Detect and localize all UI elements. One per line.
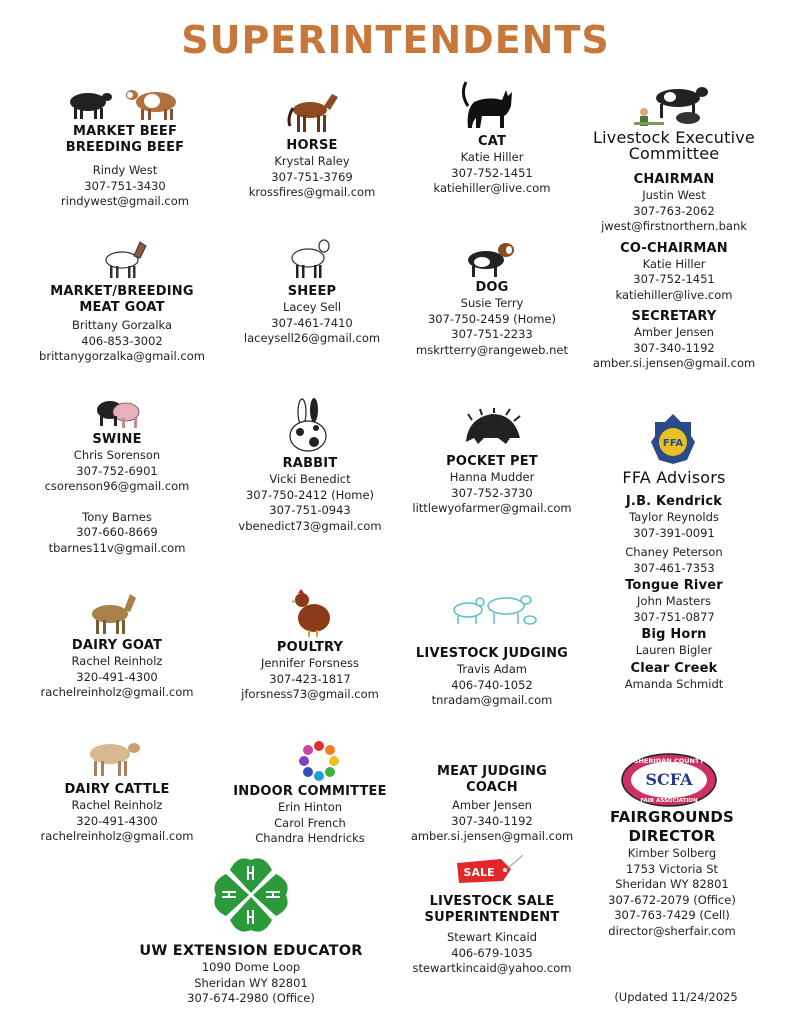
horse-icon xyxy=(284,88,340,134)
rabbit-name: Vicki Benedict xyxy=(269,472,351,486)
pocket-pet-heading: POCKET PET xyxy=(446,454,538,469)
hands-circle-icon xyxy=(298,740,340,782)
ffa-s1-phone-2: 307-461-7353 xyxy=(633,560,715,575)
fair-logo-mid: SCFA xyxy=(645,770,693,789)
ffa-s3-name: Lauren Bigler xyxy=(635,643,713,657)
meat-judging-email: amber.si.jensen@gmail.com xyxy=(410,829,574,843)
dairy-cow-icon xyxy=(84,736,144,778)
rabbit-phone: 307-751-0943 xyxy=(269,503,351,517)
goat-icon xyxy=(100,234,148,280)
fair-email: director@sherfair.com xyxy=(608,923,736,938)
swine-phone-2: 307-660-8669 xyxy=(76,525,158,539)
ffa-emblem-text: FFA xyxy=(662,438,684,449)
fairgrounds-director-section xyxy=(578,808,766,939)
dairy-cattle-phone: 320-491-4300 xyxy=(76,813,158,828)
rabbit-email: vbenedict73@gmail.com xyxy=(238,518,382,533)
livestock-judging-email: tnradam@gmail.com xyxy=(431,693,553,707)
sheep-heading: SHEEP xyxy=(287,284,337,299)
meat-judging-section xyxy=(392,764,592,845)
indoor-heading: INDOOR COMMITTEE xyxy=(233,784,387,799)
poultry-phone: 307-423-1817 xyxy=(269,671,351,686)
lec-chair-email: jwest@firstnorthern.bank xyxy=(601,219,747,233)
dog-heading: DOG xyxy=(475,280,509,295)
goat-phone: 406-853-3002 xyxy=(81,333,163,348)
lec-sec-email: amber.si.jensen@gmail.com xyxy=(592,356,756,370)
livestock-sale-heading-2: SUPERINTENDENT xyxy=(424,910,560,925)
sale-tag-text: SALE xyxy=(463,866,495,879)
ffa-s4-name: Amanda Schmidt xyxy=(624,676,724,691)
livestock-sale-email: stewartkincaid@yahoo.com xyxy=(412,961,572,975)
ffa-school-1: J.B. Kendrick xyxy=(625,494,723,509)
cat-icon xyxy=(458,80,514,130)
swine-email-2: tbarnes11v@gmail.com xyxy=(48,540,186,555)
ffa-s1-phone-1: 307-391-0091 xyxy=(633,525,715,540)
dairy-goat-email: rachelreinholz@gmail.com xyxy=(40,685,194,699)
swine-email-1: csorenson96@gmail.com xyxy=(44,479,190,493)
ffa-emblem-icon xyxy=(651,412,695,466)
sheep-icon xyxy=(286,234,334,280)
indoor-committee-section xyxy=(212,784,408,847)
dairy-goat-phone: 320-491-4300 xyxy=(76,669,158,684)
beef-name: Rindy West xyxy=(92,163,158,177)
dairy-goat-name: Rachel Reinholz xyxy=(71,654,163,668)
uw-address-1: 1090 Dome Loop xyxy=(201,960,301,974)
beef-heading: MARKET BEEF xyxy=(72,124,178,139)
rabbit-heading: RABBIT xyxy=(282,456,338,471)
uw-extension-section xyxy=(130,942,372,1007)
pocket-pet-name: Hanna Mudder xyxy=(449,470,535,484)
lec-co-phone: 307-752-1451 xyxy=(633,272,715,286)
cat-email: katiehiller@live.com xyxy=(433,181,551,195)
dairy-cattle-section xyxy=(22,782,212,845)
lec-chair-phone: 307-763-2062 xyxy=(633,203,715,218)
dog-phone-home: 307-750-2459 (Home) xyxy=(427,311,557,326)
dairy-goat-section xyxy=(22,638,212,701)
ffa-heading: FFA Advisors xyxy=(622,468,726,487)
fair-address-2: Sheridan WY 82801 xyxy=(615,877,729,891)
four-h-clover-icon xyxy=(208,852,294,938)
fair-logo-bot: FAIR ASSOCIATION xyxy=(640,798,698,804)
goat-email: brittanygorzalka@gmail.com xyxy=(39,349,205,363)
cat-name: Katie Hiller xyxy=(460,150,524,164)
poultry-email: jforsness73@gmail.com xyxy=(241,687,379,701)
ffa-s1-name-2: Chaney Peterson xyxy=(625,545,723,559)
ffa-s1-name-1: Taylor Reynolds xyxy=(629,510,719,524)
page-title: SUPERINTENDENTS xyxy=(181,18,610,62)
meat-judging-phone: 307-340-1192 xyxy=(451,813,533,828)
poultry-heading: POULTRY xyxy=(276,640,344,655)
goat-name: Brittany Gorzalka xyxy=(71,318,173,332)
ffa-s2-name: John Masters xyxy=(637,594,711,608)
livestock-sale-name: Stewart Kincaid xyxy=(446,930,538,944)
sheep-name: Lacey Sell xyxy=(282,300,342,314)
uw-address-2: Sheridan WY 82801 xyxy=(194,975,308,990)
pocket-pet-email: littlewyofarmer@gmail.com xyxy=(412,501,572,515)
livestock-group-icon xyxy=(630,82,716,128)
cattle-icon xyxy=(66,82,184,122)
rabbit-phone-home: 307-750-2412 (Home) xyxy=(245,487,375,502)
ffa-school-4: Clear Creek xyxy=(630,660,718,676)
goat-heading-2: MEAT GOAT xyxy=(79,300,165,315)
fair-association-logo xyxy=(620,752,718,808)
lec-sec-phone: 307-340-1192 xyxy=(633,340,715,355)
sale-tag-icon xyxy=(455,853,525,889)
beef-section xyxy=(30,124,220,210)
rabbit-icon xyxy=(286,398,330,454)
lec-heading-2: Committee xyxy=(628,144,720,163)
pocket-pet-phone: 307-752-3730 xyxy=(451,485,533,500)
fair-phone-cell: 307-763-7429 (Cell) xyxy=(614,908,730,922)
fair-address-1: 1753 Victoria St xyxy=(625,861,719,876)
sheep-phone: 307-461-7410 xyxy=(271,315,353,330)
dog-name: Susie Terry xyxy=(460,296,524,310)
meat-judging-heading: MEAT JUDGING xyxy=(437,764,547,779)
dairy-goat-heading: DAIRY GOAT xyxy=(71,638,163,653)
lec-co-label: CO-CHAIRMAN xyxy=(620,240,728,256)
goat-heading: MARKET/BREEDING xyxy=(50,284,194,299)
ffa-s2-phone: 307-751-0877 xyxy=(633,609,715,624)
fairgrounds-heading-2: DIRECTOR xyxy=(628,827,716,845)
uw-phone: 307-674-2980 (Office) xyxy=(187,991,315,1005)
lec-chair-name: Justin West xyxy=(642,188,706,202)
fairgrounds-heading: FAIRGROUNDS xyxy=(609,808,735,826)
horse-email: krossfires@gmail.com xyxy=(248,185,376,199)
livestock-judging-phone: 406-740-1052 xyxy=(451,677,533,692)
lec-heading: Livestock Executive xyxy=(593,128,755,147)
uw-heading: UW EXTENSION EDUCATOR xyxy=(139,943,363,959)
swine-name-1: Chris Sorenson xyxy=(73,448,161,462)
sheep-section xyxy=(222,284,402,347)
cat-section xyxy=(402,134,582,197)
meat-judging-heading-2: COACH xyxy=(466,780,518,795)
livestock-judging-icon xyxy=(446,590,540,630)
dairy-cattle-email: rachelreinholz@gmail.com xyxy=(40,829,194,843)
poultry-section xyxy=(212,640,408,703)
lec-co-name: Katie Hiller xyxy=(642,256,706,271)
ffa-school-2: Tongue River xyxy=(625,578,723,593)
pig-icon xyxy=(94,392,144,430)
cat-phone: 307-752-1451 xyxy=(451,165,533,180)
swine-heading: SWINE xyxy=(92,432,142,447)
cat-heading: CAT xyxy=(477,134,507,149)
beef-phone: 307-751-3430 xyxy=(84,178,166,193)
ffa-school-3: Big Horn xyxy=(641,627,707,642)
ffa-section xyxy=(580,470,768,692)
beef-email: rindywest@gmail.com xyxy=(61,194,189,208)
indoor-name-2: Carol French xyxy=(274,815,346,830)
beef-heading-2: BREEDING BEEF xyxy=(65,140,185,155)
indoor-name-1: Erin Hinton xyxy=(277,800,343,814)
dog-email: mskrtterry@rangeweb.net xyxy=(416,342,568,357)
lec-sec-label: SECRETARY xyxy=(631,309,717,324)
indoor-name-3: Chandra Hendricks xyxy=(255,831,365,845)
dairy-cattle-name: Rachel Reinholz xyxy=(71,798,163,812)
dairy-goat-icon xyxy=(86,588,140,636)
dog-section xyxy=(392,280,592,358)
fair-director-name: Kimber Solberg xyxy=(627,846,717,860)
fair-phone-office: 307-672-2079 (Office) xyxy=(608,892,736,907)
hedgehog-icon xyxy=(462,408,524,448)
lec-section xyxy=(580,130,768,372)
goat-section xyxy=(22,284,222,365)
livestock-judging-heading: LIVESTOCK JUDGING xyxy=(415,646,569,661)
livestock-sale-heading: LIVESTOCK SALE xyxy=(429,894,555,909)
updated-date: (Updated 11/24/2025 xyxy=(614,990,738,1004)
lec-sec-name: Amber Jensen xyxy=(634,325,714,339)
chicken-icon xyxy=(292,588,332,638)
swine-phone-1: 307-752-6901 xyxy=(76,463,158,478)
pocket-pet-section xyxy=(392,454,592,517)
horse-section xyxy=(222,138,402,201)
horse-name: Krystal Raley xyxy=(274,154,350,168)
horse-phone: 307-751-3769 xyxy=(271,169,353,184)
meat-judging-name: Amber Jensen xyxy=(452,798,532,812)
poultry-name: Jennifer Forsness xyxy=(260,656,360,670)
rabbit-section xyxy=(212,456,408,534)
sheep-email: laceysell26@gmail.com xyxy=(243,331,381,345)
fair-logo-top: SHERIDAN COUNTY xyxy=(633,757,705,765)
dog-phone: 307-751-2233 xyxy=(451,327,533,341)
swine-section xyxy=(22,432,212,556)
livestock-judging-name: Travis Adam xyxy=(457,662,527,676)
dog-icon xyxy=(462,238,518,278)
livestock-sale-section xyxy=(392,894,592,977)
horse-heading: HORSE xyxy=(286,138,338,153)
lec-chair-label: CHAIRMAN xyxy=(633,172,715,187)
livestock-sale-phone: 406-679-1035 xyxy=(451,945,533,960)
swine-name-2: Tony Barnes xyxy=(82,509,152,524)
dairy-cattle-heading: DAIRY CATTLE xyxy=(64,782,170,797)
lec-co-email: katiehiller@live.com xyxy=(615,287,733,302)
livestock-judging-section xyxy=(392,646,592,709)
